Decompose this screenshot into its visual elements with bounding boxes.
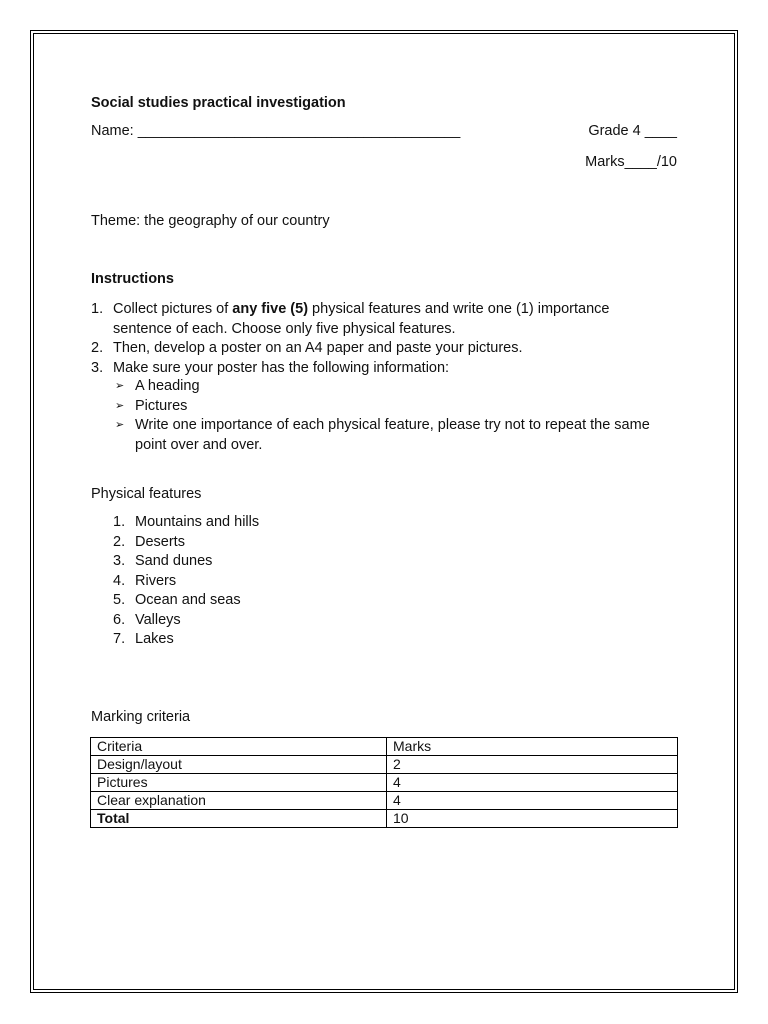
arrow-bullet-icon: ➢ — [115, 399, 125, 412]
instruction-text-continuation: sentence of each. Choose only five physical features. — [113, 320, 456, 337]
list-item-text: Write one importance of each physical feature, please try not to repeat the same — [135, 417, 650, 433]
table-cell: 2 — [387, 756, 678, 774]
marking-criteria-table — [90, 737, 678, 828]
page-border-inner — [33, 33, 735, 990]
table-row — [91, 756, 678, 774]
table-header-cell: Marks — [387, 738, 678, 756]
instructions-heading: Instructions — [91, 271, 174, 287]
list-item — [115, 397, 695, 417]
list-number: 6. — [113, 611, 126, 628]
list-item-text: Sand dunes — [135, 553, 213, 569]
list-item-text: Valleys — [135, 611, 181, 628]
list-item-text-continuation: point over and over. — [135, 436, 263, 453]
list-item-text: Mountains and hills — [135, 514, 260, 530]
list-number: 4. — [113, 572, 126, 589]
list-item — [113, 552, 413, 572]
instruction-text: Then, develop a poster on an A4 paper and paste your pictures. — [113, 340, 523, 356]
list-number: 1. — [91, 301, 104, 317]
list-item — [113, 591, 413, 611]
document-title: Social studies practical investigation — [91, 95, 346, 111]
list-item-text: Pictures — [135, 397, 188, 414]
table-row — [91, 774, 678, 792]
table-row — [91, 792, 678, 810]
list-number: 2. — [91, 340, 104, 356]
list-item — [113, 630, 413, 650]
instruction-item — [91, 359, 691, 379]
list-number: 2. — [113, 533, 126, 550]
marks-field-label: Marks____/10 — [585, 154, 677, 170]
instruction-item — [91, 339, 691, 359]
instruction-text: Make sure your poster has the following information: — [113, 359, 450, 376]
instructions-list — [91, 300, 691, 378]
table-cell: 4 — [387, 774, 678, 792]
list-item-text: Deserts — [135, 533, 185, 550]
list-number: 7. — [113, 631, 126, 647]
list-item-text: Lakes — [135, 631, 174, 647]
list-item-text: A heading — [135, 378, 200, 394]
list-number: 1. — [113, 514, 126, 530]
list-item — [113, 533, 413, 553]
list-item-text: Ocean and seas — [135, 592, 241, 608]
table-total-row — [91, 810, 678, 828]
table-cell: Pictures — [91, 774, 387, 792]
total-label-cell: Total — [91, 810, 387, 828]
table-header-cell: Criteria — [91, 738, 387, 756]
name-field-label: Name: ________________________________________ — [91, 123, 461, 139]
instruction-text-pre: Collect pictures of — [113, 301, 233, 317]
list-item — [115, 416, 695, 455]
instruction-text-post: physical features and write one (1) importance — [308, 301, 610, 317]
list-item — [113, 611, 413, 631]
list-number: 3. — [91, 359, 104, 376]
grade-field-label: Grade 4 ____ — [588, 123, 677, 139]
table-cell: 4 — [387, 792, 678, 810]
table-cell: Clear explanation — [91, 792, 387, 810]
list-item — [113, 572, 413, 592]
list-item-text: Rivers — [135, 572, 177, 589]
theme-text: Theme: the geography of our country — [91, 213, 330, 229]
marking-criteria-heading: Marking criteria — [91, 709, 191, 725]
physical-features-heading: Physical features — [91, 486, 202, 502]
instruction-text-bold: any five (5) — [232, 301, 309, 317]
list-item — [115, 377, 695, 397]
physical-features-list — [113, 513, 413, 650]
list-number: 3. — [113, 553, 126, 569]
list-number: 5. — [113, 592, 126, 608]
table-cell: Design/layout — [91, 756, 387, 774]
instruction-item — [91, 300, 691, 339]
list-item — [113, 513, 413, 533]
arrow-bullet-icon: ➢ — [115, 380, 125, 392]
total-value-cell: 10 — [387, 810, 678, 828]
poster-requirements-list — [115, 377, 695, 455]
table-header-row — [91, 738, 678, 756]
arrow-bullet-icon: ➢ — [115, 419, 125, 431]
